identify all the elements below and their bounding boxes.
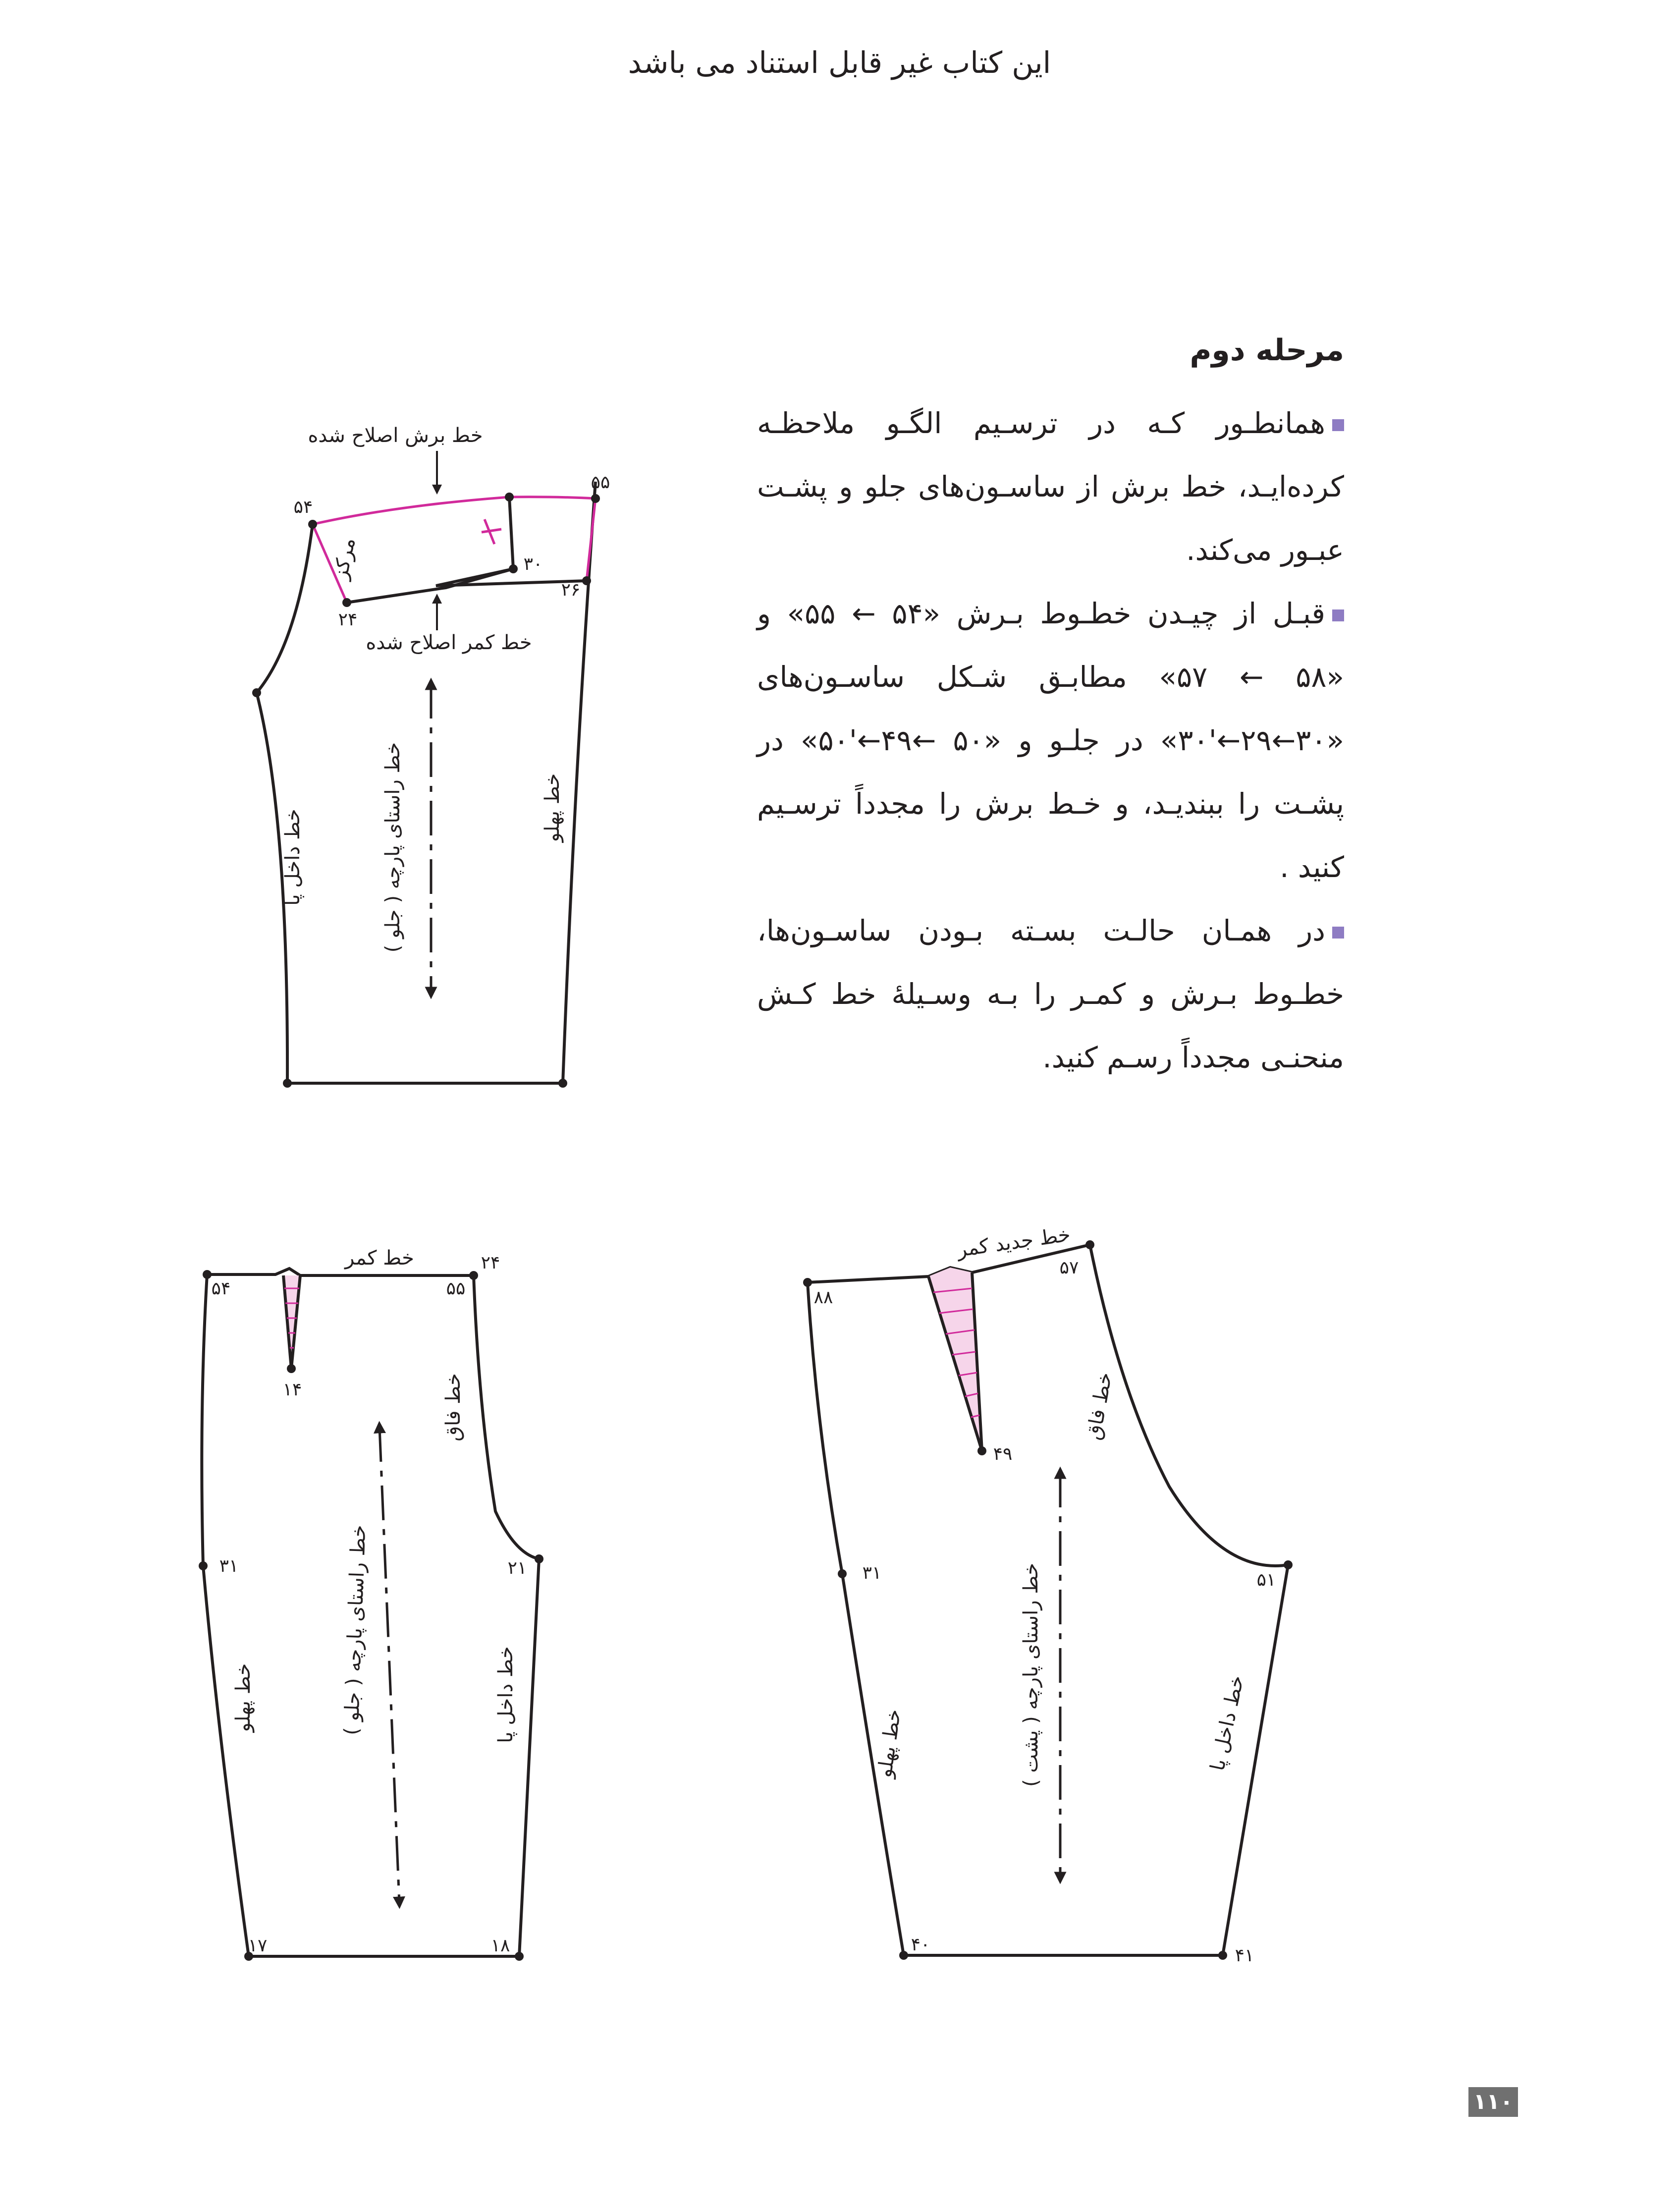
front-grain-label: خط راستای پارچه ( جلو ) xyxy=(340,1524,371,1736)
figure-top-front-pattern xyxy=(252,424,610,1088)
point-41 xyxy=(1218,1951,1227,1960)
label-point-55: ۵۵ xyxy=(591,472,610,493)
label-point-40: ۴۰ xyxy=(911,1935,930,1955)
front-grain-arrow xyxy=(379,1427,399,1903)
point-14 xyxy=(287,1364,296,1373)
label-point-26: ۲۶ xyxy=(561,580,581,600)
label-point-41: ۴۱ xyxy=(1235,1945,1254,1966)
point-24 xyxy=(342,598,351,607)
back-side-label: خط پهلو xyxy=(873,1708,906,1779)
label-point-54: ۵۴ xyxy=(293,497,313,517)
top-dart-leg-a xyxy=(509,497,513,569)
point-30 xyxy=(509,564,518,573)
back-inseam-label: خط داخل پا xyxy=(1206,1673,1249,1773)
waist-line-corrected-label: خط کمر اصلاح شده xyxy=(366,631,532,654)
label-point-57: ۵۷ xyxy=(1059,1258,1079,1278)
center-label: مرکز xyxy=(328,536,360,582)
point-21 xyxy=(535,1554,543,1563)
back-grain-label: خط راستای پارچه ( پشت ) xyxy=(1020,1563,1042,1787)
label-point-17: ۱۷ xyxy=(248,1936,268,1956)
point-crotch xyxy=(252,688,261,697)
point-dart-top xyxy=(505,493,514,501)
back-crotch-label: خط فاق xyxy=(1082,1370,1117,1442)
paragraph-1-text: همانطـور کـه در ترسـیم الگـو ملاحظـه کرده‌ایـد، خط برش از ساسـون‌های جلو و پشـت عبـور می‌کند. xyxy=(757,406,1344,567)
label-point-21: ۲۱ xyxy=(507,1558,527,1578)
point-hem-left xyxy=(283,1079,292,1088)
point-54 xyxy=(203,1270,212,1279)
point-55 xyxy=(591,494,600,503)
paragraph-3-text: در همـان حالـت بسـته بـودن ساسـون‌ها، خطـوط بـرش و کمـر را بـه وسـیلۀ خط کـش منحنـی مجدداً رسـم کنید. xyxy=(757,914,1344,1074)
front-side-label: خط پهلو xyxy=(232,1663,255,1732)
page-header: این کتاب غیر قابل استناد می باشد xyxy=(628,46,1051,80)
label-point-24: ۲۴ xyxy=(481,1253,500,1273)
top-dart-mark xyxy=(482,519,501,544)
figure-back-pattern xyxy=(803,1223,1293,1966)
front-points xyxy=(199,1270,543,1961)
point-57 xyxy=(1085,1240,1094,1249)
point-51 xyxy=(1284,1560,1293,1569)
point-88 xyxy=(803,1278,812,1287)
label-point-30: ۳۰ xyxy=(523,554,543,574)
section-title: مرحله دوم xyxy=(1190,333,1344,368)
top-inseam-label: خط داخل پا xyxy=(281,809,304,906)
front-inseam-label: خط داخل پا xyxy=(494,1646,517,1743)
page-number: ۱۱۰ xyxy=(1468,2087,1518,2117)
label-point-14: ۱۴ xyxy=(282,1380,302,1400)
point-55 xyxy=(469,1271,478,1280)
point-18 xyxy=(515,1952,524,1961)
label-point-49: ۴۹ xyxy=(993,1444,1013,1464)
top-grain-label: خط راستای پارچه ( جلو ) xyxy=(381,742,404,953)
point-31 xyxy=(838,1569,847,1578)
label-point-51: ۵۱ xyxy=(1256,1570,1276,1590)
back-points xyxy=(803,1240,1293,1960)
point-40 xyxy=(899,1951,908,1960)
point-26 xyxy=(582,576,591,585)
back-new-waist-label: خط جدید کمر xyxy=(956,1223,1072,1262)
label-point-31: ۳۱ xyxy=(862,1563,882,1583)
label-point-24: ۲۴ xyxy=(338,609,358,630)
label-point-55: ۵۵ xyxy=(446,1278,466,1299)
top-side-label: خط پهلو xyxy=(541,773,564,842)
top-cut-line-corrected xyxy=(313,497,596,581)
back-outline xyxy=(808,1245,1288,1955)
point-54 xyxy=(308,520,317,529)
point-49 xyxy=(977,1446,986,1455)
figure-front-pattern xyxy=(199,1247,543,1961)
paragraph-2-text: قبـل از چیـدن خطـوط بـرش «۵۴ ← ۵۵» و «۵۸ ← ۵۷» مطابـق شـکل ساسـون‌های «۳۰←۲۹←'۳۰» در جلـو و «۵۰ ←۴۹←'۵۰» در پشـت را ببندیـد، و خـط برش را مجدداً ترسـیم کنید . xyxy=(757,597,1344,884)
cut-line-corrected-label: خط برش اصلاح شده xyxy=(308,424,483,447)
label-point-18: ۱۸ xyxy=(490,1936,510,1956)
point-hem-right xyxy=(558,1079,567,1088)
front-outline xyxy=(202,1269,539,1956)
label-point-88: ۸۸ xyxy=(813,1287,833,1308)
front-crotch-label: خط فاق xyxy=(442,1373,465,1441)
label-point-54: ۵۴ xyxy=(211,1278,231,1299)
label-point-31: ۳۱ xyxy=(219,1556,239,1576)
point-31 xyxy=(199,1561,208,1570)
front-waist-label: خط کمر xyxy=(345,1247,414,1270)
